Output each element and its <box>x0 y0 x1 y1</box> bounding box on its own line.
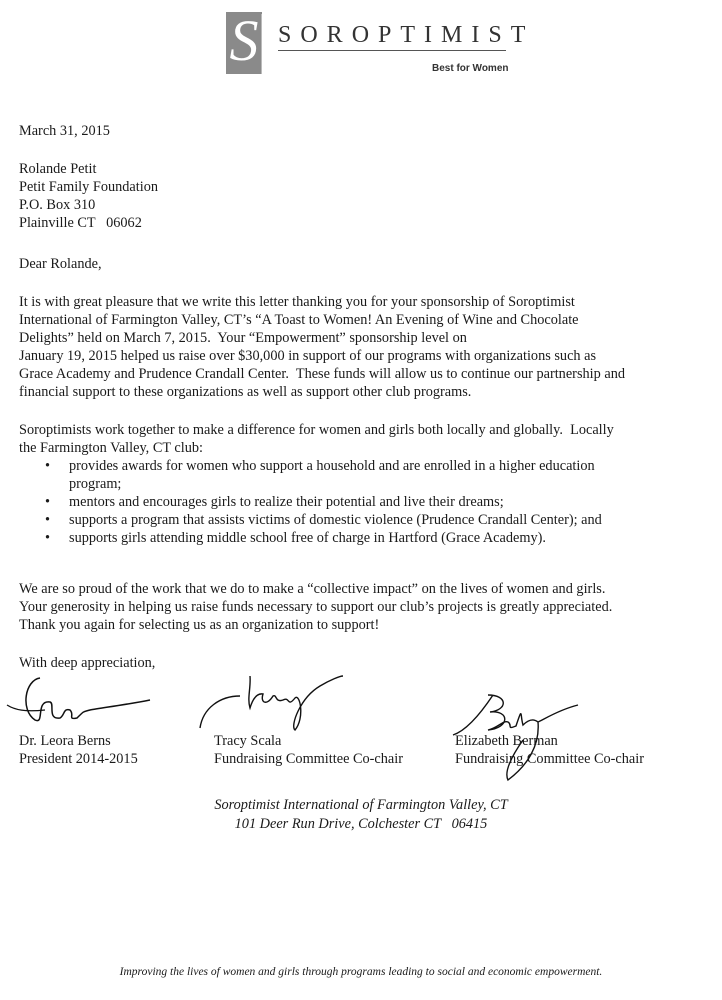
signature-tracy <box>195 668 345 738</box>
para1-line: It is with great pleasure that we write this letter thanking you for your sponsorship of Soroptimist <box>19 294 575 310</box>
para2-line: Soroptimists work together to make a difference for women and girls both locally and globally. Locally <box>19 422 614 438</box>
para2-line: the Farmington Valley, CT club: <box>19 440 203 456</box>
signature-leora <box>5 670 155 730</box>
letter-date: March 31, 2015 <box>19 123 110 139</box>
signatory-tracy <box>214 732 403 768</box>
signatory-title: Fundraising Committee Co-chair <box>214 751 404 767</box>
list-item <box>19 457 602 493</box>
signatory-title: Fundraising Committee Co-chair <box>455 751 645 767</box>
para3-line: Your generosity in helping us raise funds necessary to support our club’s projects is greatly appreciated. <box>19 599 613 615</box>
list-item-text: supports girls attending middle school free of charge in Hartford (Grace Academy). <box>69 530 546 546</box>
signatory-name: Dr. Leora Berns <box>19 733 111 749</box>
brand-tagline: Best for Women <box>432 63 509 74</box>
program-list <box>19 457 602 547</box>
list-item <box>19 493 602 511</box>
para1-line: Grace Academy and Prudence Crandall Center. These funds will allow us to continue our partnership and <box>19 366 625 382</box>
list-item <box>19 511 602 529</box>
logo-border <box>261 14 262 74</box>
recipient-address-1: P.O. Box 310 <box>19 197 96 213</box>
signatory-title: President 2014-2015 <box>19 751 138 767</box>
list-item-text: mentors and encourages girls to realize their potential and live their dreams; <box>69 494 504 510</box>
brand-name: SOROPTIMIST <box>278 22 535 48</box>
footer-motto: Improving the lives of women and girls through programs leading to social and economic empowerment. <box>119 966 603 978</box>
recipient-address-2: Plainville CT 06062 <box>19 215 142 231</box>
closing: With deep appreciation, <box>19 655 156 671</box>
signatory-name: Elizabeth Berman <box>455 733 558 749</box>
para1-line: financial support to these organizations as well as support other club programs. <box>19 384 472 400</box>
para1-line: International of Farmington Valley, CT’s “A Toast to Women! An Evening of Wine and Chocolate <box>19 312 579 328</box>
list-item-text: supports a program that assists victims of domestic violence (Prudence Crandall Center); and <box>69 512 602 528</box>
salutation: Dear Rolande, <box>19 256 102 272</box>
org-address: 101 Deer Run Drive, Colchester CT 06415 <box>234 816 488 832</box>
signatory-leora <box>19 732 138 768</box>
para3-line: We are so proud of the work that we do to make a “collective impact” on the lives of women and girls. <box>19 581 606 597</box>
signatory-name: Tracy Scala <box>214 733 282 749</box>
bullet-icon: • <box>45 530 51 546</box>
list-item <box>19 529 602 547</box>
org-name: Soroptimist International of Farmington Valley, CT <box>214 797 508 813</box>
signatory-elizabeth <box>455 732 644 768</box>
para1-line: January 19, 2015 helped us raise over $30,000 in support of our programs with organizations such as <box>19 348 597 364</box>
list-item-text: program; <box>69 476 122 492</box>
logo-letter: S <box>229 8 259 73</box>
recipient-org: Petit Family Foundation <box>19 179 159 195</box>
para3-line: Thank you again for selecting us as an organization to support! <box>19 617 380 633</box>
para1-line: Delights” held on March 7, 2015. Your “Empowerment” sponsorship level on <box>19 330 467 346</box>
list-item-text: provides awards for women who support a household and are enrolled in a higher education <box>69 458 595 474</box>
bullet-icon: • <box>45 458 51 474</box>
brand-rule <box>278 50 506 51</box>
bullet-icon: • <box>45 494 51 510</box>
recipient-name: Rolande Petit <box>19 161 97 177</box>
bullet-icon: • <box>45 512 51 528</box>
